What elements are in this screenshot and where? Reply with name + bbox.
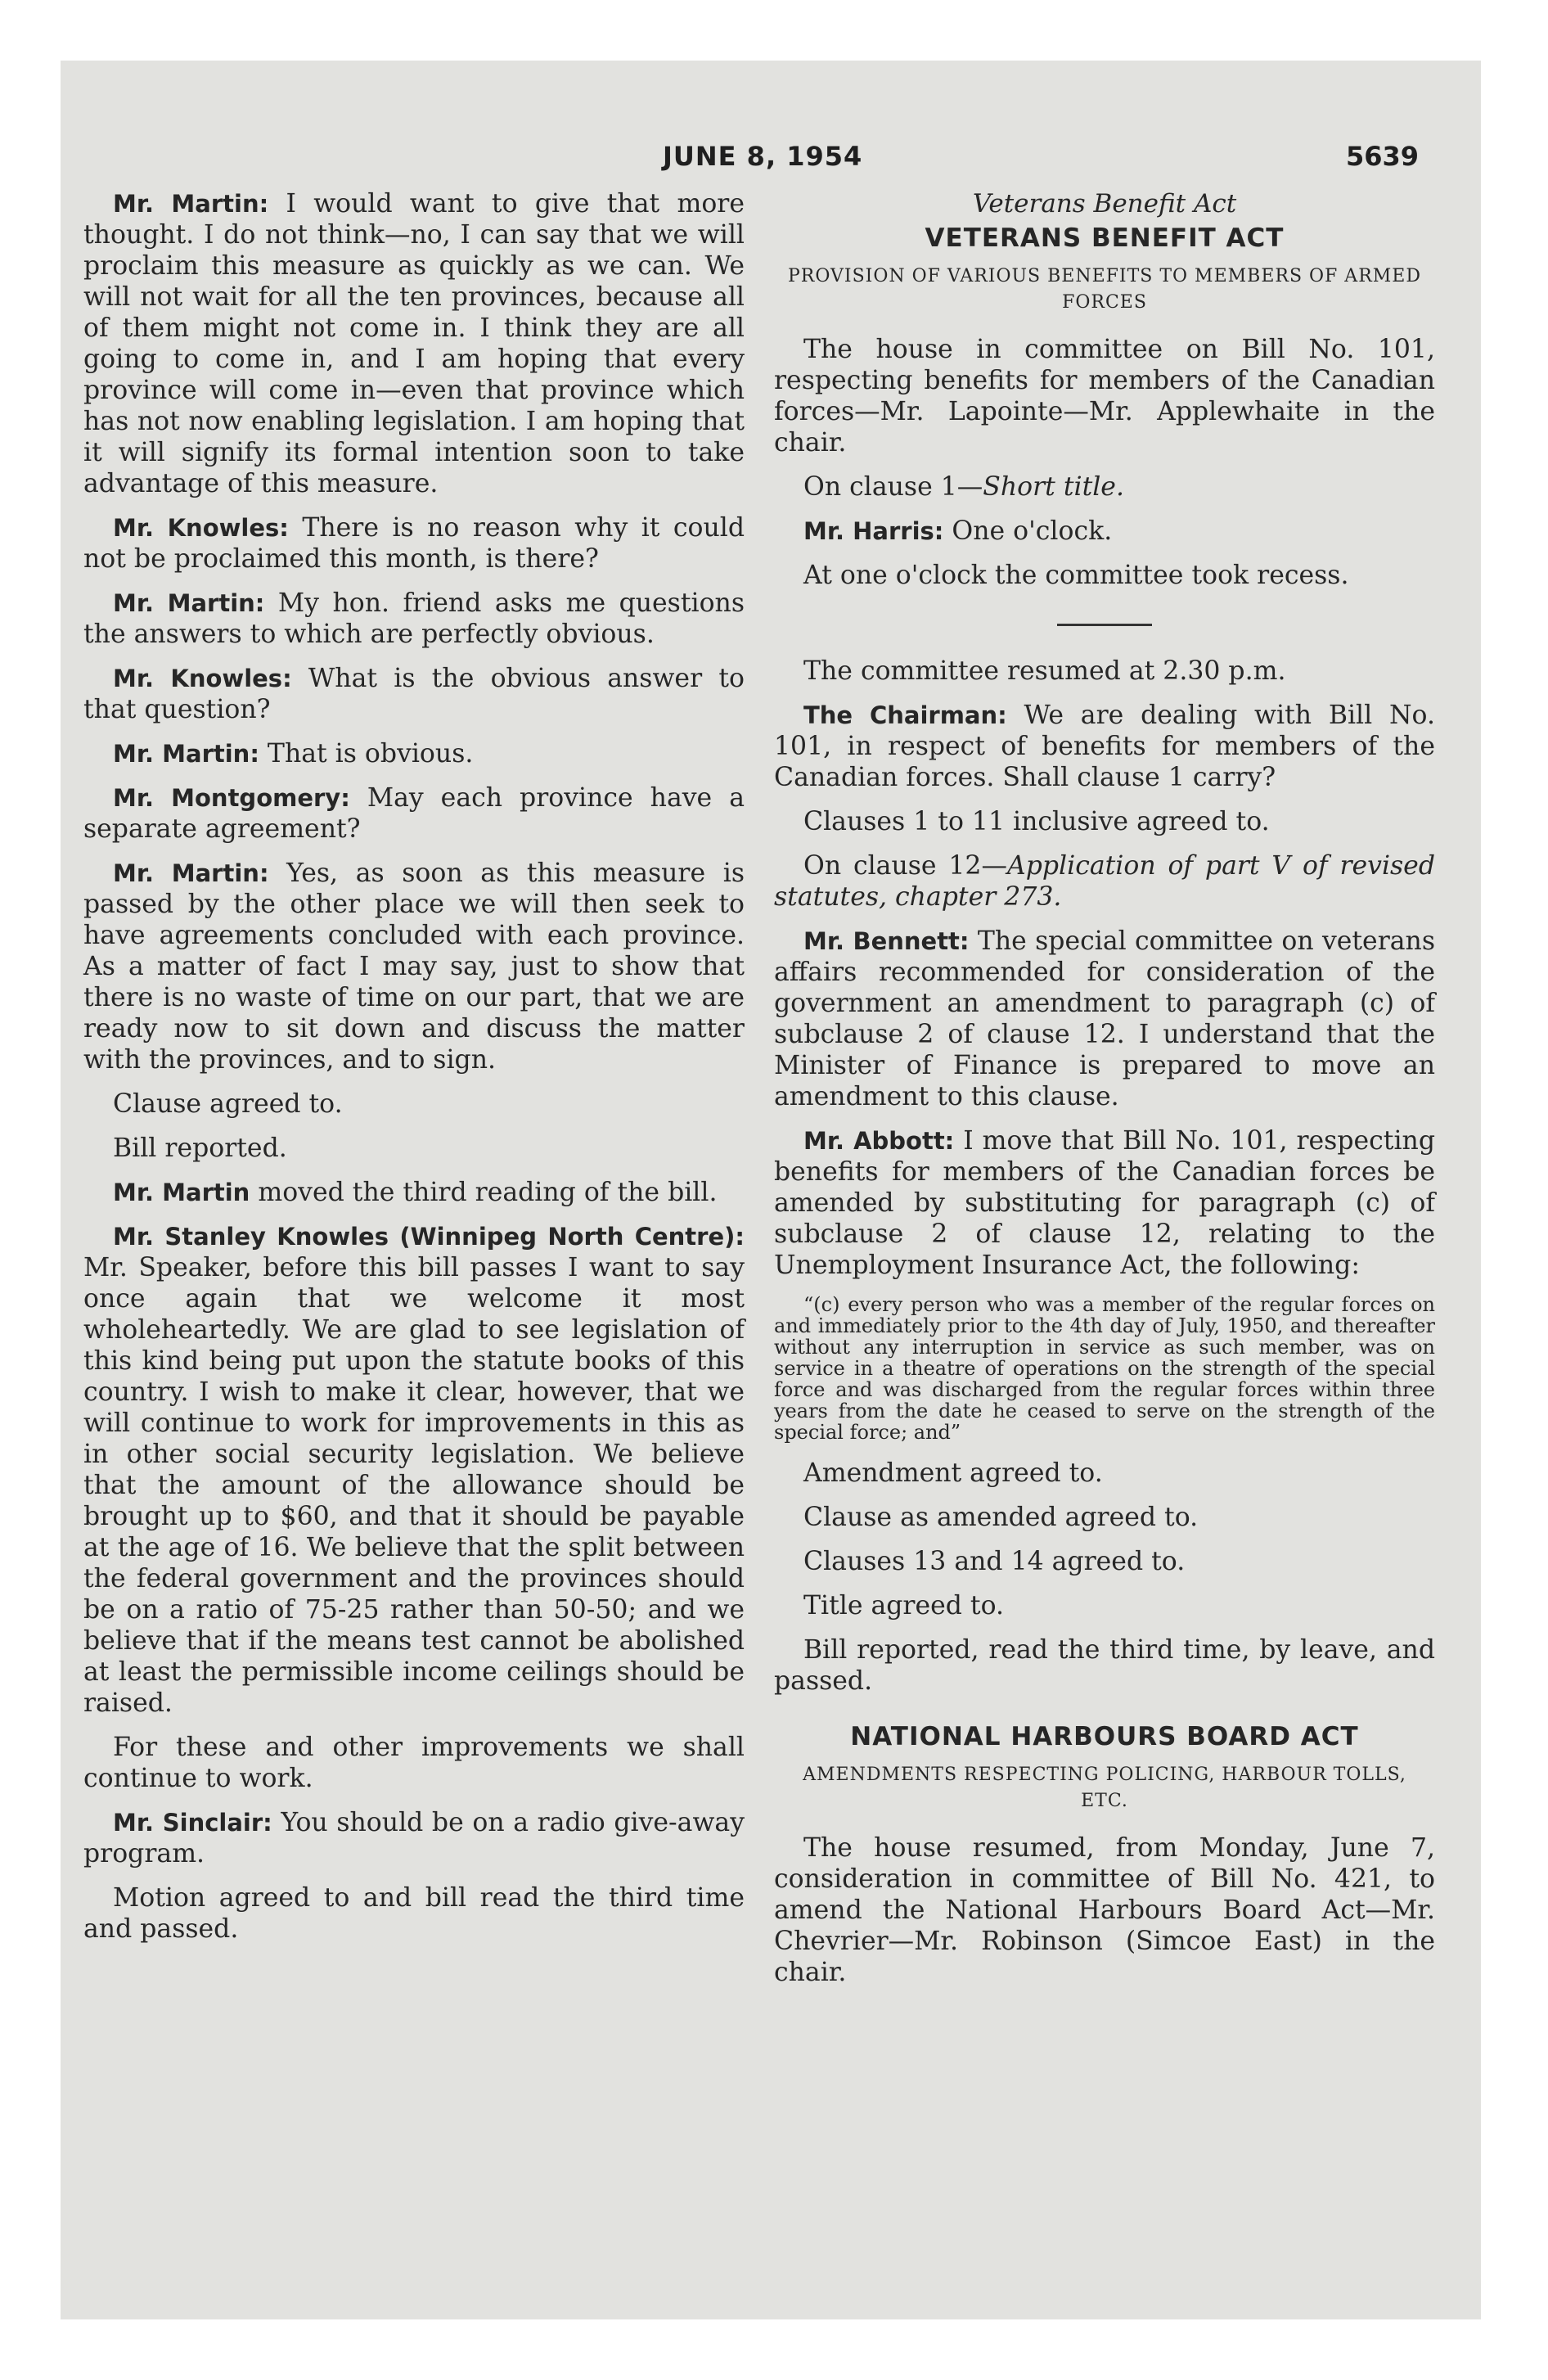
left-column — [83, 188, 745, 1958]
section-title: VETERANS BENEFIT ACT — [925, 223, 1285, 253]
paragraph — [83, 1177, 745, 1208]
section-subtitle: AMENDMENTS RESPECTING POLICING, HARBOUR TOLLS, ETC. — [803, 1765, 1406, 1811]
paragraph-text: moved the third reading of the bill. — [250, 1178, 718, 1207]
paragraph-text: Mr. Speaker, before this bill passes I want to say once again that we welcome it most wholeheartedly. We are glad to see legislation of this kind being put upon the statute books of this country. I wish to make it clear, however, that we will continue to work for improvements in this as in other social security legislation. We believe that the amount of the allowance should be brought up to $60, and that it should be payable at the age of 16. We believe that the split between the federal government and the provinces should be on a ratio of 75-25 rather than 50-50; and we believe that if the means test cannot be abolished at least the permissible income ceilings should be raised. — [83, 1253, 745, 1718]
paragraph-text: On clause 1— — [803, 472, 983, 502]
speaker-name: Mr. Martin: — [113, 589, 265, 617]
speaker-name: Mr. Stanley Knowles (Winnipeg North Centre): — [113, 1223, 745, 1251]
section-subtitle: PROVISION OF VARIOUS BENEFITS TO MEMBERS OF ARMED FORCES — [788, 266, 1421, 313]
paragraph — [83, 1807, 745, 1869]
proceeding-note: Bill reported, read the third time, by leave, and passed. — [774, 1635, 1435, 1696]
paragraph — [83, 782, 745, 845]
paragraph — [83, 738, 745, 769]
paragraph-text: You should be on a radio give-away program. — [83, 1808, 745, 1868]
paragraph-text: One o'clock. — [943, 516, 1113, 546]
paragraph — [774, 926, 1435, 1112]
page-header — [61, 141, 1481, 182]
right-column — [774, 188, 1435, 2001]
proceeding-note: Clause as amended agreed to. — [803, 1503, 1199, 1532]
paragraph-text: The special committee on veterans affairs recommended for consideration of the government an amendment to paragraph (c) of subclause 2 of clause 12. I understand that the Minister of Finance is prepared to move an amendment to this clause. — [774, 926, 1435, 1111]
paragraph — [83, 512, 745, 575]
paragraph — [774, 471, 1435, 503]
paragraph — [83, 188, 745, 499]
paragraph — [774, 850, 1435, 913]
speaker-name: Mr. Sinclair: — [113, 1809, 272, 1837]
hansard-page — [61, 61, 1481, 2319]
section-divider — [1057, 624, 1152, 626]
paragraph-text: My hon. friend asks me questions the answers to which are perfectly obvious. — [83, 588, 745, 649]
proceeding-note: Clauses 13 and 14 agreed to. — [803, 1547, 1186, 1576]
speaker-name: Mr. Bennett: — [803, 927, 970, 955]
speaker-name: Mr. Knowles: — [113, 665, 292, 692]
page-date: JUNE 8, 1954 — [663, 141, 863, 172]
paragraph — [774, 700, 1435, 793]
speaker-name: Mr. Montgomery: — [113, 784, 350, 812]
speaker-name: Mr. Knowles: — [113, 514, 289, 542]
proceeding-note: Bill reported. — [113, 1134, 287, 1163]
speaker-name: Mr. Martin — [113, 1179, 250, 1206]
paragraph-text: Yes, as soon as this measure is passed by the other place we will then seek to have agreements concluded with each province. As a matter of fact I may say, just to show that there is no waste of time on our part, that we are ready now to sit down and discuss the matter with the provinces, and to sign. — [83, 859, 745, 1075]
paragraph: The house in committee on Bill No. 101, respecting benefits for members of the Canadian forces—Mr. Lapointe—Mr. Applewhaite in the chair. — [774, 335, 1435, 458]
speaker-name: Mr. Martin: — [113, 740, 259, 768]
page-number: 5639 — [1345, 141, 1419, 172]
paragraph-text: We are dealing with Bill No. 101, in respect of benefits for members of the Canadian forces. Shall clause 1 carry? — [774, 701, 1435, 792]
proceeding-note: The committee resumed at 2.30 p.m. — [803, 656, 1286, 686]
paragraph: The house resumed, from Monday, June 7, consideration in committee of Bill No. 421, to amend the National Harbours Board Act—Mr. Chevrier—Mr. Robinson (Simcoe East) in the chair. — [774, 1833, 1435, 1987]
proceeding-note: Motion agreed to and bill read the third time and passed. — [83, 1883, 745, 1944]
paragraph-text: I move that Bill No. 101, respecting benefits for members of the Canadian forces be amended by substituting for paragraph (c) of subclause 2 of clause 12, relating to the Unemployment Insurance Act, the following: — [774, 1126, 1435, 1280]
paragraph-text: There is no reason why it could not be proclaimed this month, is there? — [83, 513, 745, 574]
paragraph — [83, 858, 745, 1075]
proceeding-note: Amendment agreed to. — [803, 1458, 1103, 1488]
proceeding-note: At one o'clock the committee took recess. — [803, 561, 1349, 590]
paragraph-text: May each province have a separate agreement? — [83, 783, 745, 844]
proceeding-note: Title agreed to. — [803, 1591, 1005, 1620]
paragraph-text: What is the obvious answer to that question? — [83, 664, 745, 724]
amendment-quote: “(c) every person who was a member of the regular forces on and immediately prior to the 4th day of July, 1950, and thereafter without any interruption in service as such member, was on service in a theatre of operations on the strength of the special force and was discharged from the regular forces within three years from the date he ceased to serve on the strength of the special force; and” — [774, 1293, 1435, 1444]
clause-title: Short title. — [983, 472, 1124, 502]
paragraph-text: I would want to give that more thought. I do not think—no, I can say that we will proclaim this measure as quickly as we can. We will not wait for all the ten provinces, because all of them might not come in. I think they are all going to come in, and I am hoping that every province will come in—even that province which has not now enabling legislation. I am hoping that it will signify its formal intention soon to take advantage of this measure. — [83, 189, 745, 498]
paragraph — [83, 588, 745, 650]
proceeding-note: Clause agreed to. — [113, 1089, 343, 1119]
paragraph: For these and other improvements we shall continue to work. — [83, 1733, 745, 1793]
clause-title: Application of part V of revised statutes, chapter 273. — [774, 851, 1435, 912]
section-title: NATIONAL HARBOURS BOARD ACT — [850, 1722, 1359, 1751]
proceeding-note: Clauses 1 to 11 inclusive agreed to. — [803, 807, 1270, 836]
speaker-name: Mr. Martin: — [113, 190, 269, 218]
running-head: Veterans Benefit Act — [972, 189, 1237, 219]
speaker-name: Mr. Harris: — [803, 517, 944, 545]
paragraph — [83, 1221, 745, 1719]
paragraph — [774, 516, 1435, 547]
speaker-name: Mr. Martin: — [113, 859, 269, 887]
paragraph — [774, 1125, 1435, 1281]
speaker-name: The Chairman: — [803, 701, 1007, 729]
paragraph-text: That is obvious. — [259, 739, 474, 769]
paragraph — [83, 663, 745, 725]
paragraph-text: On clause 12— — [803, 851, 1007, 881]
speaker-name: Mr. Abbott: — [803, 1127, 955, 1155]
